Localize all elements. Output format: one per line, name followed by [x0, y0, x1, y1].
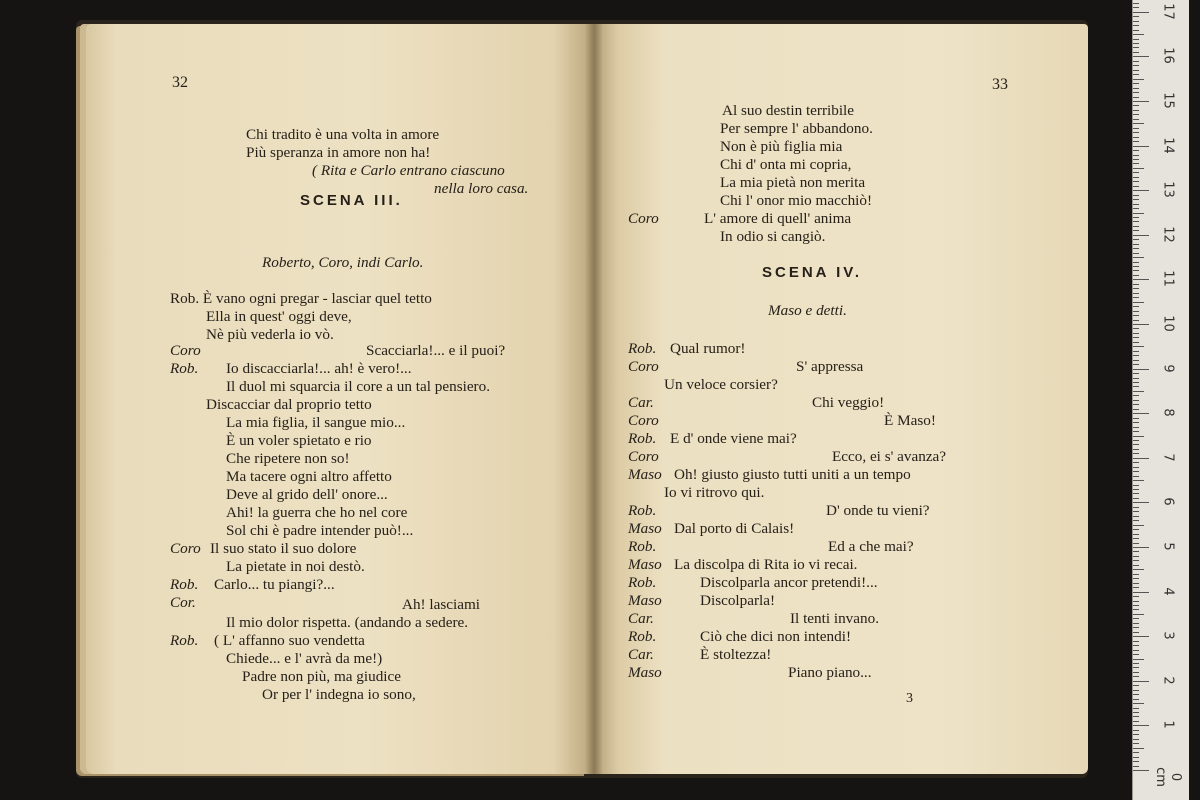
- ruler-tick: [1133, 7, 1139, 8]
- ruler-tick: [1133, 83, 1139, 84]
- speaker-label: Rob.: [628, 502, 657, 519]
- ruler-tick: [1133, 168, 1144, 169]
- ruler-tick: [1133, 471, 1139, 472]
- text-line: Il mio dolor rispetta. (andando a sedere.: [226, 614, 469, 631]
- stage-direction: nella loro casa.: [434, 180, 529, 197]
- ruler-tick: [1133, 21, 1139, 22]
- ruler-label: 13: [1160, 181, 1176, 198]
- ruler-tick: [1133, 177, 1139, 178]
- text-line: Chi tradito è una volta in amore: [246, 126, 440, 143]
- text-line: ( L' affanno suo vendetta: [214, 632, 365, 649]
- ruler-tick: [1133, 279, 1149, 280]
- scene-title: SCENA IV.: [762, 264, 863, 281]
- ruler-tick: [1133, 248, 1139, 249]
- text-line: Chiede... e l' avrà da me!): [226, 650, 383, 667]
- ruler-tick: [1133, 172, 1139, 173]
- ruler-tick: [1133, 306, 1139, 307]
- ruler-label: 14: [1160, 136, 1176, 154]
- text-line: Chi l' onor mio macchiò!: [720, 192, 873, 209]
- ruler-label: 15: [1160, 92, 1176, 109]
- text-line: Ella in quest' oggi deve,: [206, 308, 352, 325]
- ruler-tick: [1133, 132, 1139, 133]
- ruler-tick: [1133, 493, 1139, 494]
- text-line: Ed a che mai?: [828, 538, 914, 555]
- ruler-tick: [1133, 351, 1139, 352]
- ruler-tick: [1133, 480, 1144, 481]
- ruler-tick: [1133, 181, 1139, 182]
- ruler-tick: [1133, 373, 1139, 374]
- ruler-tick: [1133, 25, 1139, 26]
- ruler-tick: [1133, 418, 1139, 419]
- ruler-tick: [1133, 213, 1144, 214]
- ruler-tick: [1133, 681, 1149, 682]
- ruler-tick: [1133, 676, 1139, 677]
- ruler-tick: [1133, 74, 1139, 75]
- ruler-tick: [1133, 694, 1139, 695]
- text-line: La mia pietà non merita: [720, 174, 866, 191]
- ruler-tick: [1133, 413, 1149, 414]
- ruler-tick: [1133, 137, 1139, 138]
- ruler-tick: [1133, 766, 1139, 767]
- ruler-tick: [1133, 609, 1139, 610]
- text-line: Discacciar dal proprio tetto: [206, 396, 372, 413]
- speaker-label: Maso: [628, 556, 662, 573]
- ruler-tick: [1133, 199, 1139, 200]
- ruler-tick: [1133, 119, 1139, 120]
- text-line: L' amore di quell' anima: [704, 210, 852, 227]
- ruler-tick: [1133, 97, 1139, 98]
- ruler-tick: [1133, 400, 1139, 401]
- ruler-label: 7: [1160, 453, 1176, 462]
- speaker-label: Coro: [628, 210, 659, 227]
- ruler-label: 4: [1160, 586, 1176, 596]
- ruler-tick: [1133, 712, 1139, 713]
- ruler-tick: [1133, 583, 1139, 584]
- ruler-tick: [1133, 574, 1139, 575]
- text-line: Ecco, ei s' avanza?: [832, 448, 947, 465]
- text-line: Io vi ritrovo qui.: [664, 484, 765, 501]
- ruler-tick: [1133, 650, 1139, 651]
- ruler-label: 5: [1160, 542, 1176, 551]
- ruler-tick: [1133, 708, 1139, 709]
- speaker-label: Rob.: [628, 574, 657, 591]
- text-line: Discolparla ancor pretendi!...: [700, 574, 878, 591]
- ruler-tick: [1133, 12, 1149, 13]
- text-line: Oh! giusto giusto tutti uniti a un tempo: [674, 466, 911, 483]
- speaker-label: Car.: [628, 646, 654, 663]
- text-line: Io discacciarla!... ah! è vero!...: [226, 360, 412, 377]
- ruler-tick: [1133, 123, 1144, 124]
- page-number: 33: [992, 76, 1008, 93]
- ruler-tick: [1133, 302, 1144, 303]
- ruler-tick: [1133, 337, 1139, 338]
- ruler-tick: [1133, 476, 1139, 477]
- speaker-label: Maso: [628, 664, 662, 681]
- left-page: [86, 24, 594, 774]
- ruler-label: 17: [1160, 3, 1176, 20]
- ruler-tick: [1133, 163, 1139, 164]
- ruler-tick: [1133, 56, 1149, 57]
- speaker-label: Rob.: [628, 430, 657, 447]
- ruler-tick: [1133, 645, 1139, 646]
- page-number: 32: [172, 74, 188, 91]
- ruler-tick: [1133, 641, 1139, 642]
- ruler-label: 6: [1160, 497, 1176, 507]
- ruler-tick: [1133, 721, 1139, 722]
- speaker-label: Coro: [628, 358, 659, 375]
- ruler-tick: [1133, 43, 1139, 44]
- speaker-label: Maso: [628, 520, 662, 537]
- ruler-tick: [1133, 667, 1139, 668]
- ruler-tick: [1133, 324, 1149, 325]
- text-line: Ah! lasciami: [402, 596, 481, 613]
- ruler-tick: [1133, 105, 1139, 106]
- text-line: La mia figlia, il sangue mio...: [226, 414, 406, 431]
- text-line: Ciò che dici non intendi!: [700, 628, 851, 645]
- ruler-tick: [1133, 663, 1139, 664]
- speaker-label: Car.: [628, 610, 654, 627]
- ruler-tick: [1133, 444, 1139, 445]
- ruler-tick: [1133, 208, 1139, 209]
- ruler-tick: [1133, 128, 1139, 129]
- ruler-tick: [1133, 618, 1139, 619]
- speaker-label: Coro: [628, 412, 659, 429]
- ruler-tick: [1133, 391, 1144, 392]
- ruler-tick: [1133, 110, 1139, 111]
- ruler-tick: [1133, 39, 1139, 40]
- ruler-tick: [1133, 543, 1139, 544]
- ruler-tick: [1133, 516, 1139, 517]
- text-line: E d' onde viene mai?: [670, 430, 797, 447]
- ruler-tick: [1133, 489, 1139, 490]
- ruler-tick: [1133, 592, 1149, 593]
- text-line: Sol chi è padre intender può!...: [226, 522, 414, 539]
- ruler-tick: [1133, 462, 1139, 463]
- ruler-tick: [1133, 65, 1139, 66]
- ruler-tick: [1133, 34, 1144, 35]
- ruler-tick: [1133, 297, 1139, 298]
- ruler-tick: [1133, 333, 1139, 334]
- ruler-tick: [1133, 79, 1144, 80]
- ruler-tick: [1133, 190, 1149, 191]
- speaker-label: Maso: [628, 592, 662, 609]
- ruler-label: 1: [1160, 720, 1176, 730]
- ruler-tick: [1133, 565, 1139, 566]
- speaker-label: Maso: [628, 466, 662, 483]
- ruler-tick: [1133, 507, 1139, 508]
- text-line: È un voler spietato e rio: [226, 432, 372, 449]
- ruler-tick: [1133, 654, 1139, 655]
- ruler-tick: [1133, 569, 1144, 570]
- scene-title: SCENA III.: [300, 192, 403, 209]
- ruler-tick: [1133, 30, 1139, 31]
- speaker-label: Coro: [170, 342, 201, 359]
- ruler-tick: [1133, 288, 1139, 289]
- ruler-tick: [1133, 386, 1139, 387]
- ruler-tick: [1133, 146, 1149, 147]
- text-line: Rob. È vano ogni pregar - lasciar quel tetto: [170, 290, 432, 307]
- ruler-tick: [1133, 275, 1139, 276]
- speaker-label: Coro: [170, 540, 201, 557]
- ruler-tick: [1133, 511, 1139, 512]
- ruler-tick: [1133, 311, 1139, 312]
- text-line: Un veloce corsier?: [664, 376, 778, 393]
- ruler-tick: [1133, 770, 1149, 771]
- speaker-label: Rob.: [628, 628, 657, 645]
- ruler-tick: [1133, 61, 1139, 62]
- ruler-tick: [1133, 16, 1139, 17]
- ruler-tick: [1133, 632, 1139, 633]
- ruler-tick: [1133, 114, 1139, 115]
- right-page: [594, 24, 1088, 774]
- ruler-tick: [1133, 734, 1139, 735]
- ruler-tick: [1133, 235, 1149, 236]
- ruler-tick: [1133, 101, 1149, 102]
- ruler-tick: [1133, 52, 1139, 53]
- ruler-tick: [1133, 204, 1139, 205]
- text-line: Il duol mi squarcia il core a un tal pensiero.: [226, 378, 491, 395]
- ruler-tick: [1133, 409, 1139, 410]
- text-line: Discolparla!: [700, 592, 776, 609]
- measuring-ruler: [1132, 0, 1189, 800]
- text-line: Dal porto di Calais!: [674, 520, 795, 537]
- ruler-tick: [1133, 659, 1144, 660]
- text-line: La pietate in noi destò.: [226, 558, 365, 575]
- speaker-label: Rob.: [170, 632, 199, 649]
- ruler-tick: [1133, 485, 1139, 486]
- ruler-tick: [1133, 551, 1139, 552]
- speaker-label: Coro: [628, 448, 659, 465]
- ruler-tick: [1133, 342, 1139, 343]
- ruler-tick: [1133, 378, 1139, 379]
- ruler-tick: [1133, 3, 1139, 4]
- text-line: La discolpa di Rita io vi recai.: [674, 556, 858, 573]
- ruler-tick: [1133, 730, 1139, 731]
- ruler-tick: [1133, 262, 1139, 263]
- ruler-tick: [1133, 556, 1139, 557]
- ruler-tick: [1133, 627, 1139, 628]
- ruler-tick: [1133, 601, 1139, 602]
- text-line: Non è più figlia mia: [720, 138, 843, 155]
- ruler-tick: [1133, 369, 1149, 370]
- stage-direction: Maso e detti.: [768, 302, 847, 319]
- text-line: È Maso!: [884, 412, 936, 429]
- stage-direction: ( Rita e Carlo entrano ciascuno: [312, 162, 505, 179]
- ruler-tick: [1133, 315, 1139, 316]
- text-line: Più speranza in amore non ha!: [246, 144, 431, 161]
- ruler-tick: [1133, 534, 1139, 535]
- ruler-tick: [1133, 596, 1139, 597]
- ruler-tick: [1133, 239, 1139, 240]
- speaker-label: Rob.: [170, 360, 199, 377]
- ruler-tick: [1133, 449, 1139, 450]
- ruler-tick: [1133, 467, 1139, 468]
- ruler-tick: [1133, 685, 1139, 686]
- ruler-tick: [1133, 293, 1139, 294]
- ruler-tick: [1133, 436, 1144, 437]
- text-line: In odio si cangiò.: [720, 228, 826, 245]
- ruler-tick: [1133, 739, 1139, 740]
- ruler-tick: [1133, 547, 1149, 548]
- ruler-label: 0 cm: [1153, 767, 1183, 787]
- ruler-tick: [1133, 453, 1139, 454]
- ruler-tick: [1133, 284, 1139, 285]
- speaker-label: Rob.: [628, 538, 657, 555]
- ruler-tick: [1133, 761, 1139, 762]
- text-line: È stoltezza!: [700, 646, 772, 663]
- ruler-tick: [1133, 364, 1139, 365]
- text-line: Qual rumor!: [670, 340, 746, 357]
- ruler-tick: [1133, 525, 1144, 526]
- ruler-tick: [1133, 529, 1139, 530]
- ruler-tick: [1133, 578, 1139, 579]
- ruler-tick: [1133, 690, 1139, 691]
- ruler-tick: [1133, 404, 1139, 405]
- ruler-tick: [1133, 636, 1149, 637]
- text-line: D' onde tu vieni?: [826, 502, 930, 519]
- ruler-tick: [1133, 221, 1139, 222]
- ruler-tick: [1133, 270, 1139, 271]
- text-line: Che ripetere non so!: [226, 450, 350, 467]
- ruler-tick: [1133, 382, 1139, 383]
- ruler-tick: [1133, 355, 1139, 356]
- text-line: Deve al grido dell' onore...: [226, 486, 388, 503]
- text-line: Il tenti invano.: [790, 610, 879, 627]
- ruler-tick: [1133, 672, 1139, 673]
- text-line: Al suo destin terribile: [722, 102, 855, 119]
- stage-direction: Roberto, Coro, indi Carlo.: [262, 254, 424, 271]
- signature-mark: 3: [906, 691, 913, 706]
- ruler-tick: [1133, 92, 1139, 93]
- ruler-tick: [1133, 538, 1139, 539]
- ruler-tick: [1133, 395, 1139, 396]
- text-line: Padre non più, ma giudice: [242, 668, 402, 685]
- ruler-tick: [1133, 70, 1139, 71]
- ruler-label: 8: [1160, 408, 1176, 417]
- ruler-label: 10: [1160, 315, 1176, 332]
- ruler-tick: [1133, 159, 1139, 160]
- ruler-tick: [1133, 244, 1139, 245]
- ruler-tick: [1133, 440, 1139, 441]
- ruler-tick: [1133, 502, 1149, 503]
- ruler-tick: [1133, 623, 1139, 624]
- speaker-label: Car.: [628, 394, 654, 411]
- ruler-tick: [1133, 520, 1139, 521]
- ruler-tick: [1133, 155, 1139, 156]
- ruler-tick: [1133, 752, 1139, 753]
- ruler-tick: [1133, 266, 1139, 267]
- text-line: Chi veggio!: [812, 394, 885, 411]
- ruler-tick: [1133, 427, 1139, 428]
- ruler-tick: [1133, 186, 1139, 187]
- text-line: Nè più vederla io vò.: [206, 326, 334, 343]
- book-gutter: [586, 24, 602, 774]
- ruler-tick: [1133, 360, 1139, 361]
- ruler-label: 2: [1160, 676, 1176, 685]
- text-line: Il suo stato il suo dolore: [210, 540, 357, 557]
- ruler-tick: [1133, 431, 1139, 432]
- ruler-label: 12: [1160, 226, 1176, 243]
- ruler-tick: [1133, 257, 1144, 258]
- ruler-tick: [1133, 47, 1139, 48]
- ruler-tick: [1133, 458, 1149, 459]
- ruler-tick: [1133, 725, 1149, 726]
- text-line: Piano piano...: [788, 664, 872, 681]
- speaker-label: Rob.: [628, 340, 657, 357]
- ruler-tick: [1133, 217, 1139, 218]
- text-line: Or per l' indegna io sono,: [262, 686, 416, 703]
- ruler-tick: [1133, 560, 1139, 561]
- text-line: Carlo... tu piangi?...: [214, 576, 335, 593]
- speaker-label: Rob.: [170, 576, 199, 593]
- ruler-tick: [1133, 587, 1139, 588]
- ruler-tick: [1133, 226, 1139, 227]
- ruler-tick: [1133, 757, 1139, 758]
- ruler-tick: [1133, 320, 1139, 321]
- text-line: Chi d' onta mi copria,: [720, 156, 852, 173]
- ruler-tick: [1133, 699, 1139, 700]
- speaker-label: Cor.: [170, 594, 196, 611]
- ruler-tick: [1133, 605, 1139, 606]
- text-line: S' appressa: [796, 358, 864, 375]
- ruler-tick: [1133, 346, 1144, 347]
- ruler-tick: [1133, 141, 1139, 142]
- ruler-tick: [1133, 614, 1144, 615]
- ruler-tick: [1133, 88, 1139, 89]
- ruler-label: 3: [1160, 631, 1176, 640]
- ruler-tick: [1133, 253, 1139, 254]
- text-line: Scacciarla!... e il puoi?: [366, 342, 506, 359]
- ruler-tick: [1133, 230, 1139, 231]
- text-line: Per sempre l' abbandono.: [720, 120, 873, 137]
- ruler-label: 11: [1160, 270, 1176, 288]
- text-line: Ahi! la guerra che ho nel core: [226, 504, 408, 521]
- ruler-tick: [1133, 422, 1139, 423]
- ruler-tick: [1133, 743, 1139, 744]
- ruler-label: 16: [1160, 47, 1176, 65]
- ruler-tick: [1133, 716, 1139, 717]
- ruler-tick: [1133, 150, 1139, 151]
- ruler-tick: [1133, 748, 1144, 749]
- ruler-tick: [1133, 703, 1144, 704]
- ruler-tick: [1133, 195, 1139, 196]
- ruler-tick: [1133, 498, 1139, 499]
- ruler-label: 9: [1160, 363, 1176, 373]
- ruler-tick: [1133, 328, 1139, 329]
- text-line: Ma tacere ogni altro affetto: [226, 468, 392, 485]
